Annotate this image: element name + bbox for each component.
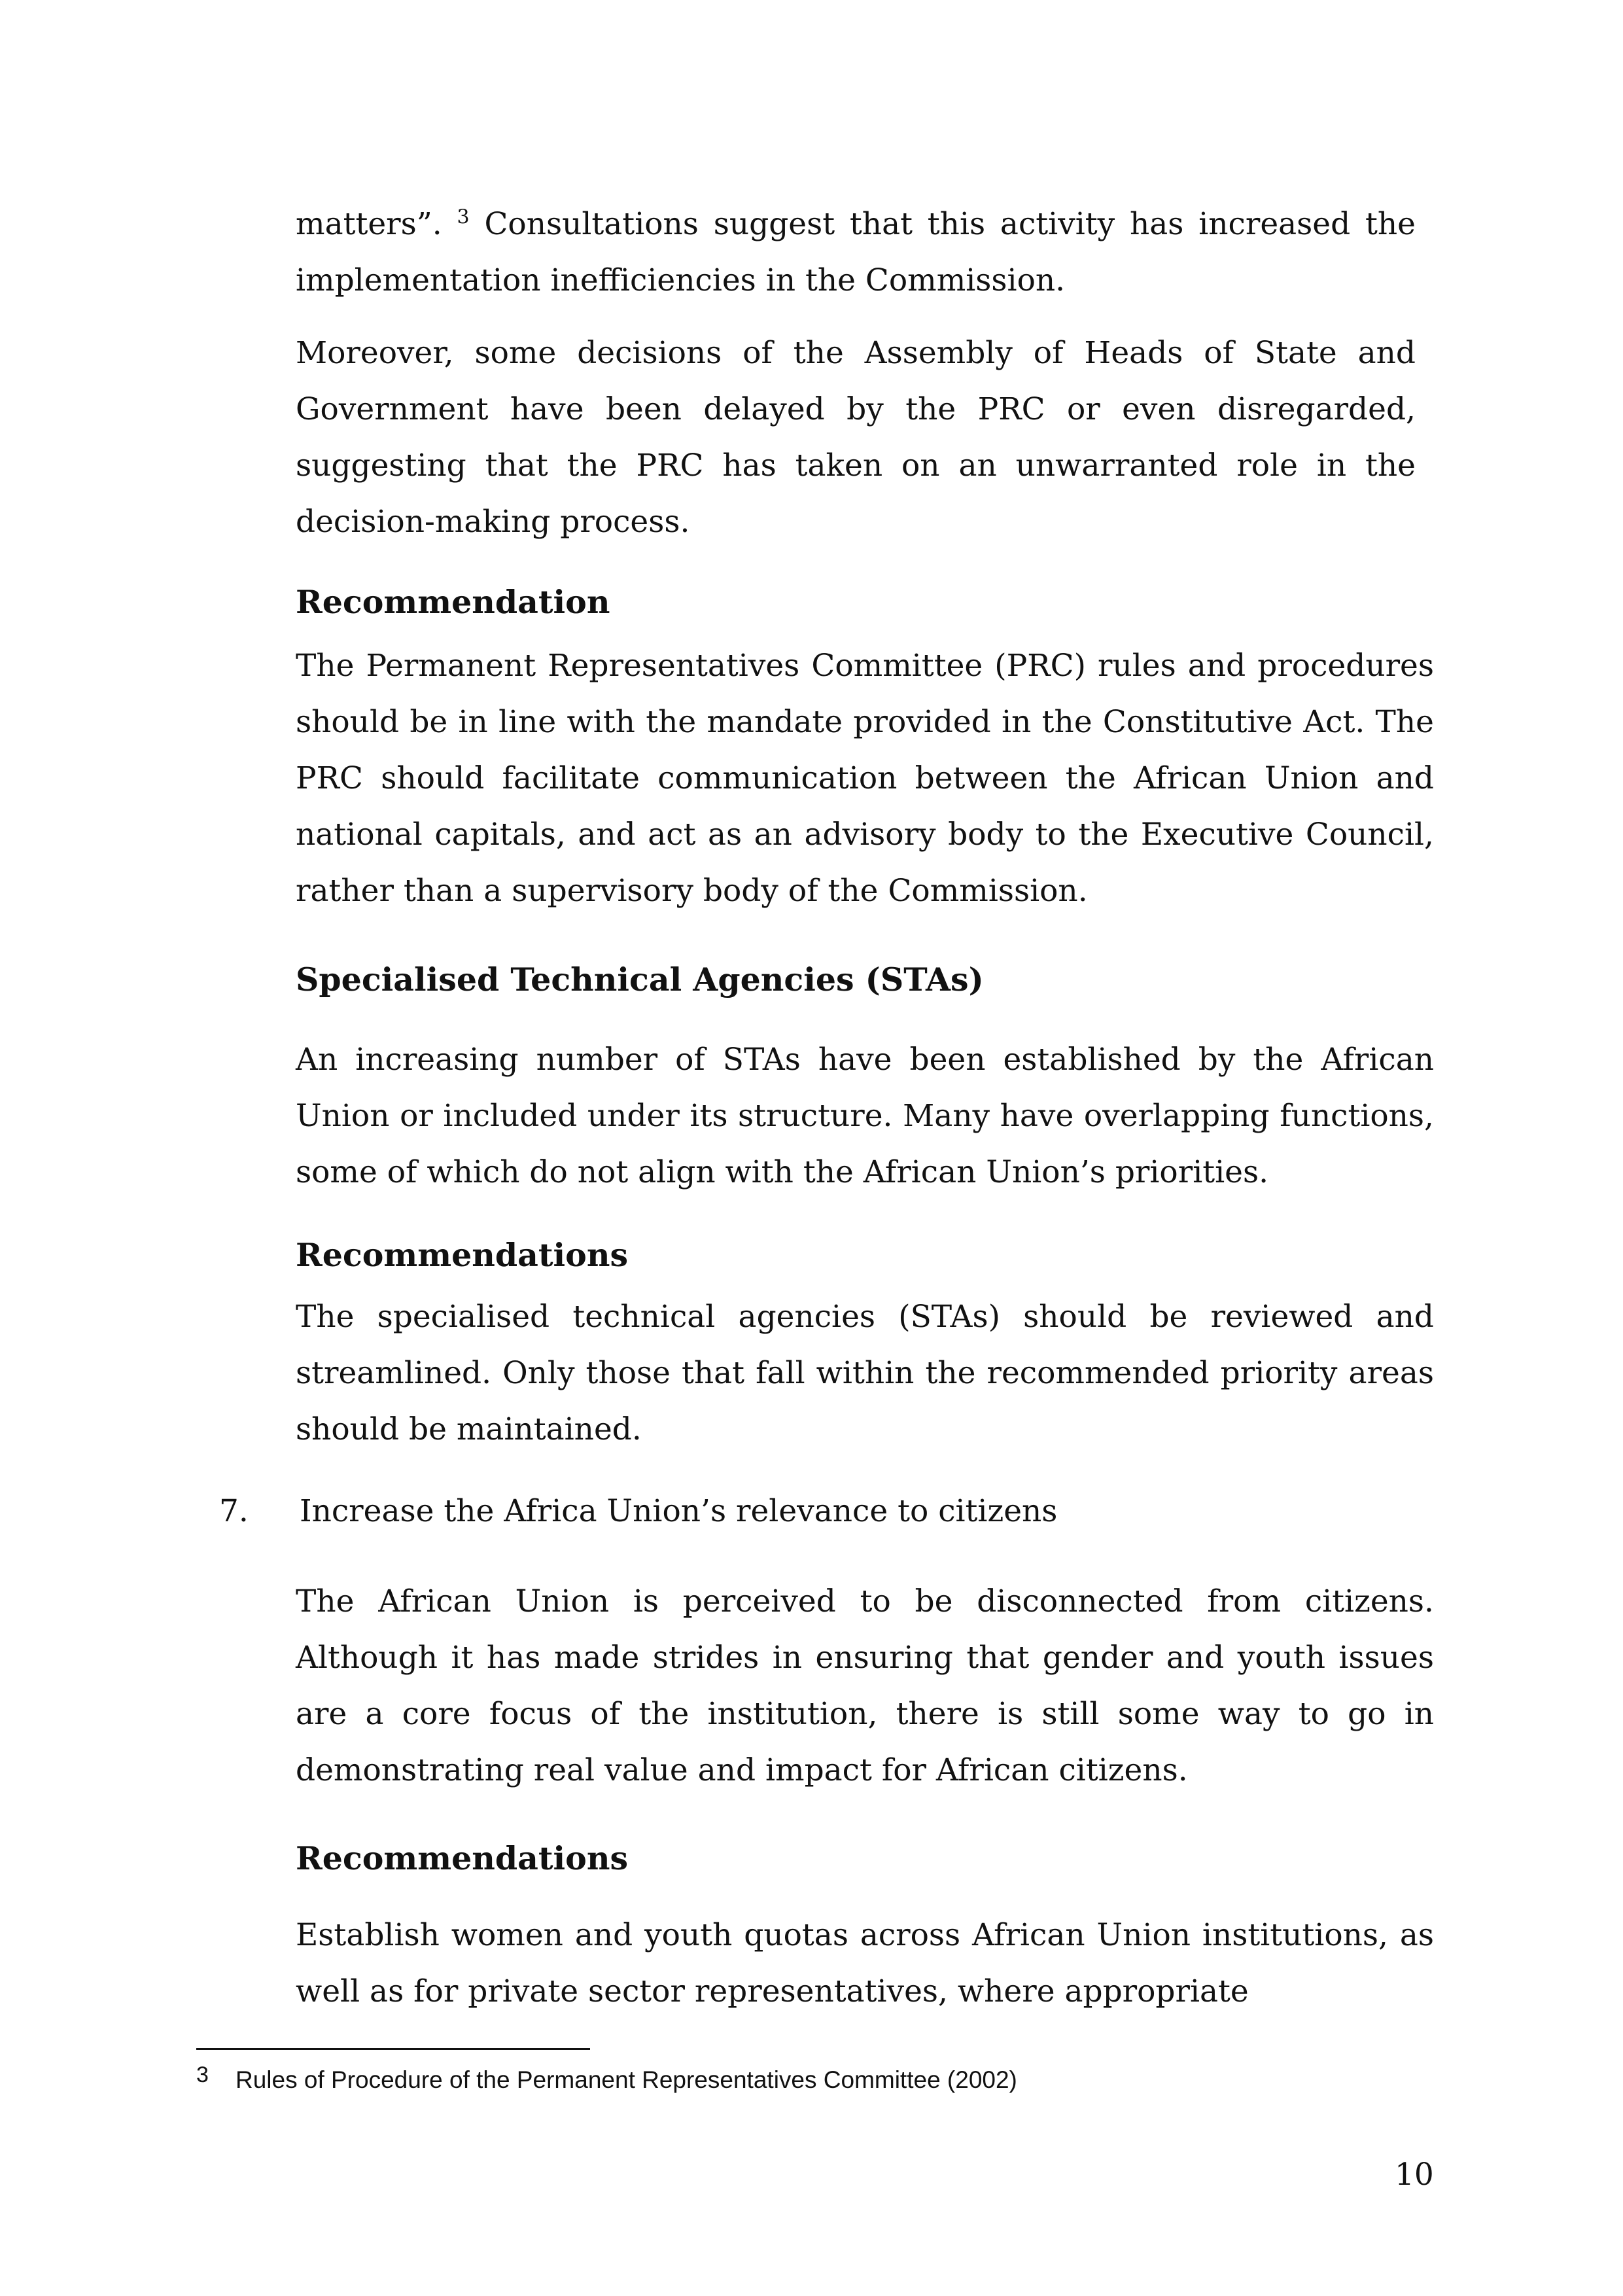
footnote-text: Rules of Procedure of the Permanent Representatives Committee (2002) — [236, 2066, 1017, 2093]
paragraph-quotas-recommendation: Establish women and youth quotas across African Union institutions, as well as for private sector representatives, where appropriate — [296, 1917, 1434, 2009]
page-number: 10 — [1395, 2157, 1434, 2193]
paragraph-stas-overview: An increasing number of STAs have been established by the African Union or included under its structure. Many have overlapping functions, some of which do not align with the African Union’s priorities. — [296, 1042, 1434, 1190]
paragraph-prc-recommendation: The Permanent Representatives Committee (PRC) rules and procedures should be in line with the mandate provided in the Constitutive Act. The PRC should facilitate communication between the African Union and national capitals, and act as an advisory body to the Executive Council, rather than a supervisory body of the Commission. — [296, 648, 1434, 909]
footnote-mark: 3 — [196, 2062, 209, 2087]
paragraph-text: Consultations suggest that this activity has increased the implementation inefficiencies in the Commission. — [296, 206, 1416, 298]
heading-recommendations-stas: Recommendations — [296, 1236, 629, 1274]
footnote-separator — [196, 2048, 590, 2050]
paragraph-prc-activity — [296, 196, 1416, 309]
item-heading-text: Increase the Africa Union’s relevance to citizens — [300, 1493, 1058, 1529]
item-number: 7. — [219, 1493, 249, 1529]
paragraph-stas-recommendation: The specialised technical agencies (STAs) should be reviewed and streamlined. Only those that fall within the recommended priority areas should be maintained. — [296, 1299, 1434, 1447]
heading-specialised-technical-agencies: Specialised Technical Agencies (STAs) — [296, 961, 984, 998]
paragraph-citizens-relevance: The African Union is perceived to be disconnected from citizens. Although it has made strides in ensuring that gender and youth issues are a core focus of the institution, there is still some way to go in demonstrating real value and impact for African citizens. — [296, 1583, 1434, 1788]
paragraph-lead-text: matters”. — [296, 206, 442, 242]
footnote-reference: 3 — [457, 205, 470, 229]
heading-recommendation: Recommendation — [296, 583, 610, 621]
paragraph-assembly-decisions: Moreover, some decisions of the Assembly of Heads of State and Government have been delayed by the PRC or even disregarded, suggesting that the PRC has taken on an unwarranted role in the decision-making process. — [296, 335, 1416, 540]
heading-recommendations-citizens: Recommendations — [296, 1839, 629, 1877]
